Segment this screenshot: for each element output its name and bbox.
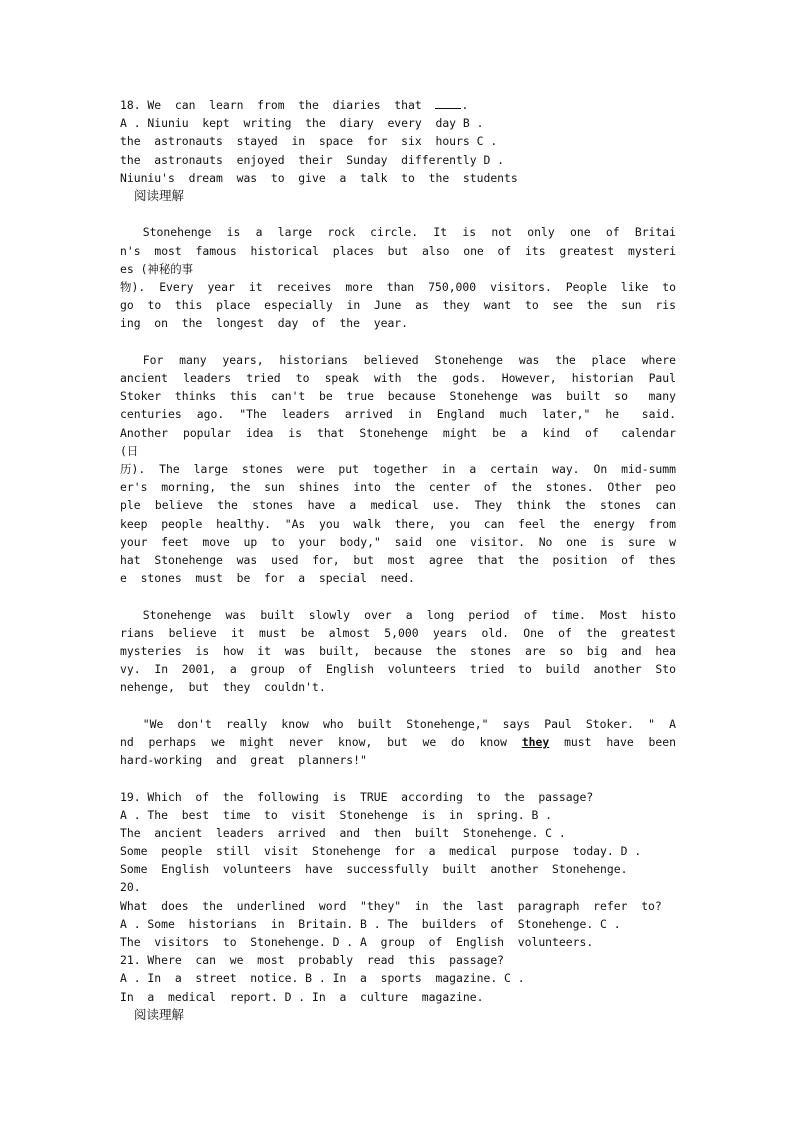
question-line: A . In a street notice. B . In a sports magazine. C .	[120, 971, 525, 986]
question-line: Some people still visit Stonehenge for a medical purpose today. D .	[120, 844, 642, 859]
question-line: 20.	[120, 880, 141, 895]
question-line: A . The best time to visit Stonehenge is in spring. B .	[120, 807, 553, 822]
question-18-option-line: A . Niuniu kept writing the diary every day B .	[120, 116, 484, 131]
section-heading-reading: 阅读理解	[134, 187, 185, 203]
passage-paragraph-4: "We don't really know who built Stonehenge," says Paul Stoker. " And perhaps we might never know, but we do know they must have been hard-working and great planners!"	[120, 716, 690, 768]
question-line: The ancient leaders arrived and then built Stonehenge. C .	[120, 825, 566, 840]
document-content	[120, 96, 690, 1024]
question-18-option-line: the astronauts enjoyed their Sunday differently D .	[120, 152, 505, 167]
passage-paragraph-1b: 物). Every year it receives more than 750,000 visitors. People like to go to this place especially in June as they want to see the sun rising on the longest day of the year.	[120, 279, 690, 331]
question-18-stem: 18. We can learn from the diaries that .	[120, 98, 469, 112]
underlined-word: they	[521, 734, 550, 749]
question-line: A . Some historians in Britain. B . The builders of Stonehenge. C .	[120, 916, 621, 931]
question-18-option-line: Niuniu's dream was to give a talk to the students	[120, 170, 518, 185]
answer-blank	[435, 98, 461, 109]
section-heading-reading-2: 阅读理解	[134, 1006, 185, 1022]
question-line: The visitors to Stonehenge. D . A group of English volunteers.	[120, 935, 594, 950]
passage-paragraph-2a: For many years, historians believed Stonehenge was the place where ancient leaders tried to speak with the gods. However, historian Paul Stoker thinks this can't be true because Stonehenge was built so many centuries ago. "The leaders arrived in England much later," he said. Another popular idea is that Stonehenge might be a kind of calendar (日	[120, 352, 690, 458]
passage-paragraph-3: Stonehenge was built slowly over a long period of time. Most historians believe it must be almost 5,000 years old. One of the greatest mysteries is how it was built, because the stones are so big and heavy. In 2001, a group of English volunteers tried to build another Stonehenge, but they couldn't.	[120, 607, 690, 695]
question-18-option-line: the astronauts stayed in space for six hours C .	[120, 134, 498, 149]
question-line: 19. Which of the following is TRUE according to the passage?	[120, 789, 594, 804]
question-line: In a medical report. D . In a culture magazine.	[120, 989, 484, 1004]
passage-paragraph-1a: Stonehenge is a large rock circle. It is not only one of Britain's most famous historical places but also one of its greatest mysteries (神秘的事	[120, 225, 676, 276]
question-line: Some English volunteers have successfully built another Stonehenge.	[120, 862, 628, 877]
question-line: 21. Where can we most probably read this passage?	[120, 953, 505, 968]
question-line: What does the underlined word "they" in the last paragraph refer to?	[120, 898, 662, 913]
passage-paragraph-2b: 历). The large stones were put together in a certain way. On mid-summer's morning, the sun shines into the center of the stones. Other people believe the stones have a medical use. They think the stones can keep people healthy. "As you walk there, you can feel the energy from your feet move up to your body," said one visitor. No one is sure what Stonehenge was used for, but most agree that the position of these stones must be for a special need.	[120, 461, 690, 586]
